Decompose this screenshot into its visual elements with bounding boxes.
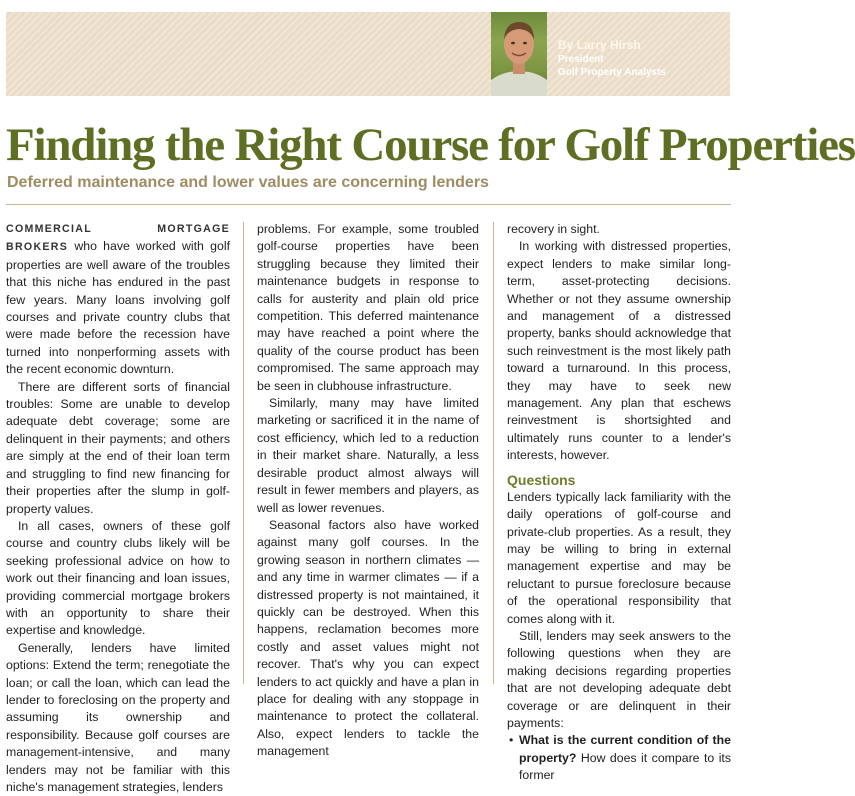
author-photo [491, 12, 547, 96]
paragraph: There are different sorts of financial troubles: Some are unable to develop adequate debt coverage; some are delinquent in their payments; and others are simply at the end of their loan term and struggling to find new financing for their properties after the slump in golf-property values. [6, 379, 230, 516]
author-byline [558, 38, 666, 79]
paragraph: Still, lenders may seek answers to the following questions when they are making decisions regarding properties that are not developing adequate debt coverage or are delinquent in their payments: [507, 628, 731, 730]
article-title: Finding the Right Course for Golf Properties [6, 119, 855, 171]
paragraph: Generally, lenders have limited options: Extend the term; renegotiate the loan; or call the loan, which can lead the lender to foreclosing on the property and assuming its ownership and responsibility. Because golf courses are management-intensive, and many lenders may not be familiar with this niche's management strategies, lenders [6, 640, 230, 794]
author-company: Golf Property Analysts [558, 67, 666, 78]
column-rule-1 [243, 222, 244, 684]
top-rule [6, 204, 731, 205]
paragraph [6, 220, 230, 379]
article-column-3 [507, 221, 731, 785]
paragraph: Similarly, many may have limited marketing or sacrificed it in the name of cost efficiency, which led to a reduction in their market share. Naturally, a less desirable product almost always will result in fewer members and players, as well as lower revenues. [257, 396, 479, 515]
article-column-2 [257, 221, 479, 761]
paragraph-text: who have worked with golf properties are well aware of the troubles that this niche has endured in the past few years. Many loans involving golf courses and private country clubs that were made before the recession have turned into nonperforming assets with the recent economic downturn. [6, 239, 230, 377]
paragraph: recovery in sight. [507, 222, 600, 236]
section-heading-questions: Questions [507, 471, 576, 488]
bullet-question: What is the current condition of the property? [519, 733, 731, 765]
lead-in: COMMERCIAL MORTGAGE BROKERS [6, 223, 230, 254]
bullet-item [507, 732, 731, 784]
author-title: President [558, 54, 604, 65]
paragraph: problems. For example, some troubled golf-course properties have been struggling because they limited their maintenance budgets in response to calls for austerity and plain old price competition. This deferred maintenance may have reached a point where the quality of the course product has been compromised. The same approach may be seen in clubhouse infrastructure. [257, 222, 479, 393]
bullet-text: How does it compare to its former [519, 750, 731, 783]
column-rule-2 [493, 222, 494, 684]
paragraph: Seasonal factors also have worked against many golf courses. In the growing season in northern climates — and any time in warmer climates — if a distressed property is not maintained, it quickly can be destroyed. When this happens, reclamation becomes more costly and asset values might not recover. That's why you can expect lenders to act quickly and have a plan in place for dealing with any stoppage in maintenance to protect the collateral. Also, expect lenders to tackle the management [257, 517, 479, 759]
bullet-mark: • [509, 733, 514, 748]
paragraph: In working with distressed properties, expect lenders to make similar long-term, asset-protecting decisions. Whether or not they assume ownership and management of a distressed property, banks should acknowledge that such reinvestment is the most likely path toward a turnaround. In this process, they may have to seek new management. Any plan that eschews reinvestment is shortsighted and ultimately runs counter to a lender's interests, however. [507, 239, 731, 463]
author-name: By Larry Hirsh [558, 38, 641, 52]
article-subtitle: Deferred maintenance and lower values are concerning lenders [7, 174, 489, 191]
article-column-1 [6, 220, 230, 796]
paragraph: Lenders typically lack familiarity with the daily operations of golf-course and private-club properties. As a result, they may be willing to bring in external management expertise and may be reluctant to pursue foreclosure because of the operational responsibility that comes along with it. [507, 489, 731, 626]
paragraph: In all cases, owners of these golf course and country clubs likely will be seeking professional advice on how to work out their financing and loan issues, providing commercial mortgage brokers with an opportunity to share their expertise and knowledge. [6, 518, 230, 638]
